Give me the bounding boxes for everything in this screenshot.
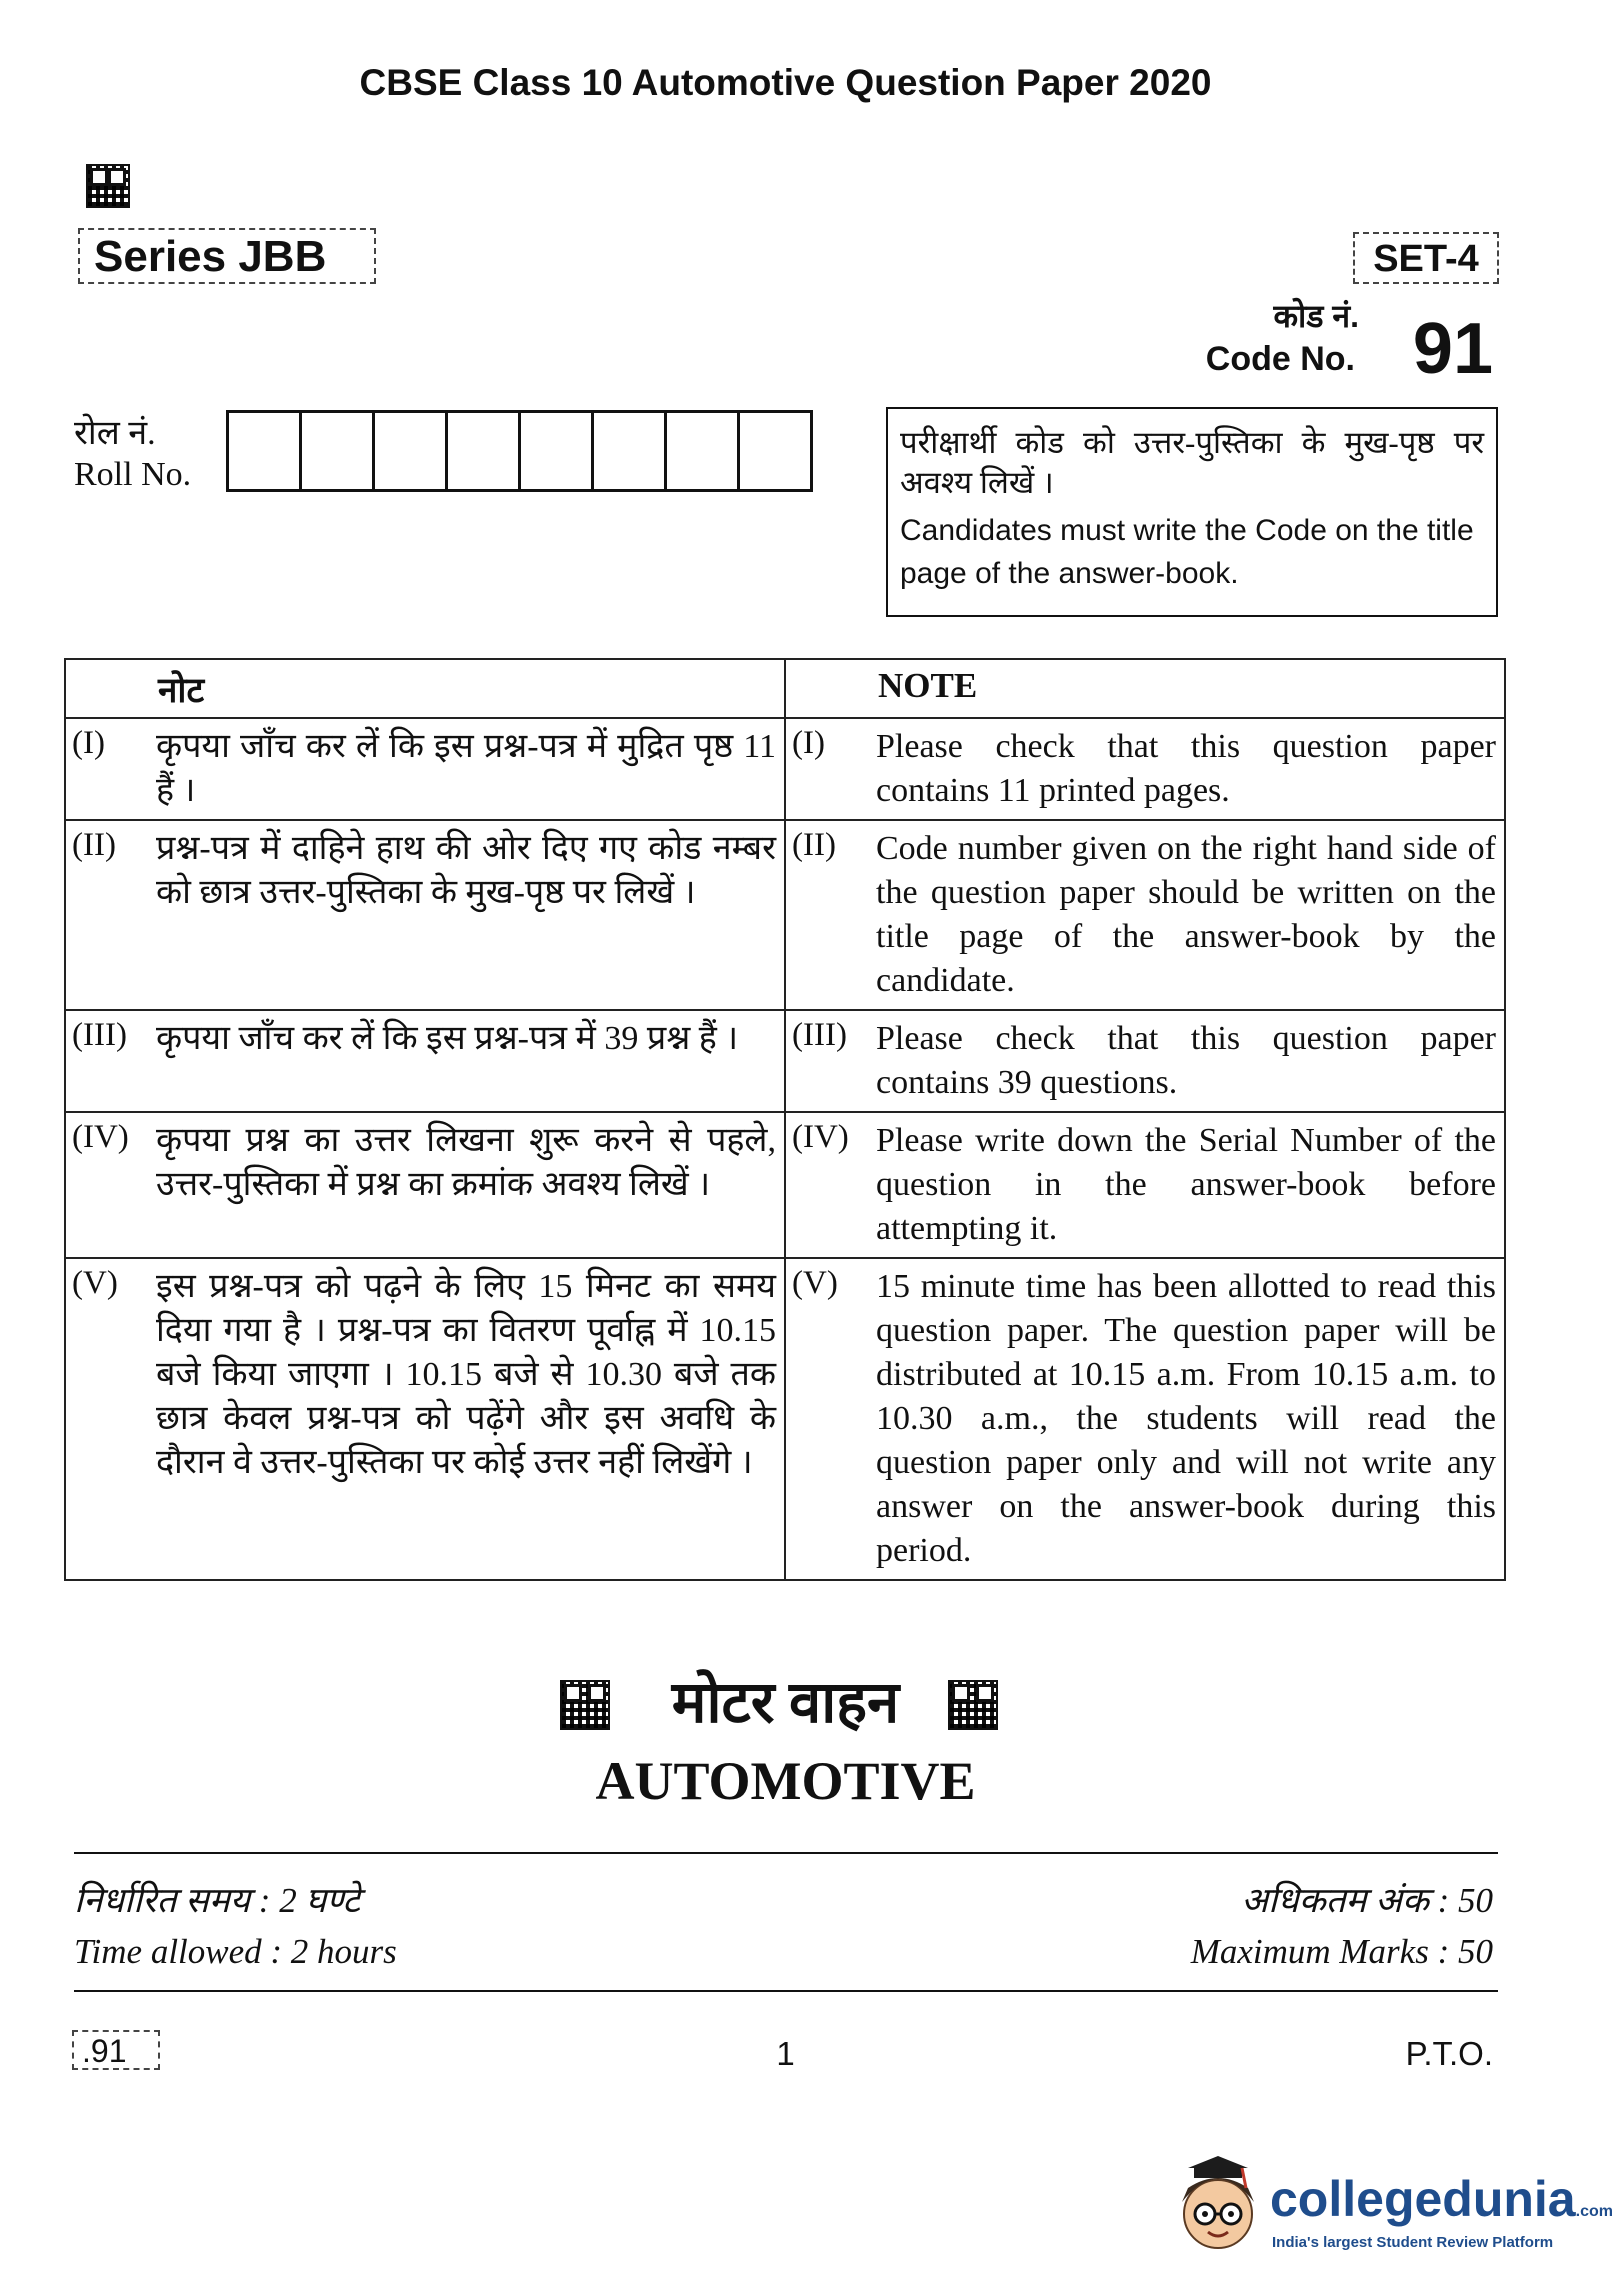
note-text-hindi: कृपया जाँच कर लें कि इस प्रश्न-पत्र में 39 प्रश्न हैं । bbox=[156, 1020, 739, 1057]
note-row bbox=[65, 718, 1505, 820]
note-row bbox=[65, 820, 1505, 1010]
note-text-english: Please check that this question paper contains 39 questions. bbox=[876, 1020, 1496, 1101]
note-row bbox=[65, 1258, 1505, 1580]
roll-digit-box[interactable] bbox=[667, 413, 740, 489]
series-label: Series JBB bbox=[78, 228, 376, 284]
time-allowed-hindi: निर्धारित समय : 2 घण्टे bbox=[74, 1881, 361, 1920]
note-number: (IV) bbox=[72, 1119, 129, 1155]
divider bbox=[74, 1852, 1498, 1854]
roll-digit-box[interactable] bbox=[740, 413, 810, 489]
roll-label-hindi: रोल नं. bbox=[74, 415, 156, 452]
note-number: (III) bbox=[792, 1017, 847, 1053]
set-label: SET-4 bbox=[1353, 232, 1499, 284]
candidate-note-english: Candidates must write the Code on the title page of the answer-book. bbox=[900, 514, 1474, 590]
code-number: 91 bbox=[1412, 309, 1493, 389]
max-marks-hindi: अधिकतम अंक : 50 bbox=[1241, 1881, 1493, 1920]
time-allowed-english: Time allowed : 2 hours bbox=[74, 1932, 397, 1971]
brand-suffix: .com bbox=[1575, 2203, 1613, 2220]
brand-tagline: India's largest Student Review Platform bbox=[1272, 2234, 1554, 2251]
roll-digit-box[interactable] bbox=[375, 413, 448, 489]
note-text-english: Code number given on the right hand side of the question paper should be written on the title page of the answer-book by the candidate. bbox=[876, 830, 1496, 999]
max-marks-english: Maximum Marks : 50 bbox=[1190, 1932, 1493, 1971]
note-number: (III) bbox=[72, 1017, 127, 1053]
candidate-note-hindi: परीक्षार्थी कोड को उत्तर-पुस्तिका के मुख-पृष्ठ पर अवश्य लिखें । bbox=[900, 425, 1484, 500]
roll-digit-box[interactable] bbox=[521, 413, 594, 489]
note-text-hindi: कृपया जाँच कर लें कि इस प्रश्न-पत्र में मुद्रित पृष्ठ 11 हैं । bbox=[156, 728, 776, 809]
roll-label-english: Roll No. bbox=[74, 456, 192, 493]
note-number: (II) bbox=[792, 827, 836, 863]
code-label-hindi: कोड नं. bbox=[1273, 298, 1359, 334]
note-number: (II) bbox=[72, 827, 116, 863]
note-text-english: 15 minute time has been allotted to read this question paper. The question paper will be distributed at 10.15 a.m. From 10.15 a.m. to 10.30 a.m., the students will read the question paper only and will not write any answer on the answer-book during this period. bbox=[876, 1268, 1496, 1569]
notes-header-row bbox=[65, 659, 1505, 718]
notes-table bbox=[64, 658, 1506, 1581]
roll-number-boxes[interactable] bbox=[226, 410, 813, 492]
page-number: 1 bbox=[776, 2035, 795, 2072]
roll-digit-box[interactable] bbox=[448, 413, 521, 489]
note-row bbox=[65, 1112, 1505, 1258]
notes-header-hindi: नोट bbox=[158, 671, 205, 710]
note-row bbox=[65, 1010, 1505, 1112]
brand-name: collegedunia.com bbox=[1270, 2171, 1613, 2227]
note-text-hindi: कृपया प्रश्न का उत्तर लिखना शुरू करने से पहले, उत्तर-पुस्तिका में प्रश्न का क्रमांक अवश्य लिखें । bbox=[156, 1122, 776, 1203]
mascot-logo-icon bbox=[1168, 2148, 1268, 2272]
note-number: (V) bbox=[72, 1265, 118, 1301]
code-label-english: Code No. bbox=[1205, 340, 1355, 378]
page-title: CBSE Class 10 Automotive Question Paper 2020 bbox=[359, 62, 1212, 103]
roll-digit-box[interactable] bbox=[229, 413, 302, 489]
candidate-instruction-box bbox=[886, 407, 1498, 617]
roll-digit-box[interactable] bbox=[302, 413, 375, 489]
subject-title-english: AUTOMOTIVE bbox=[595, 1751, 976, 1811]
note-number: (V) bbox=[792, 1265, 838, 1301]
qr-code-icon bbox=[86, 164, 130, 208]
note-text-hindi: प्रश्न-पत्र में दाहिने हाथ की ओर दिए गए कोड नम्बर को छात्र उत्तर-पुस्तिका के मुख-पृष्ठ पर लिखें । bbox=[156, 830, 776, 911]
notes-header-english: NOTE bbox=[878, 666, 978, 705]
subject-title-hindi: मोटर वाहन bbox=[671, 1670, 900, 1735]
pto-label: P.T.O. bbox=[1405, 2035, 1493, 2072]
note-text-hindi: इस प्रश्न-पत्र को पढ़ने के लिए 15 मिनट का समय दिया गया है । प्रश्न-पत्र का वितरण पूर्वाह्न में 10.15 बजे किया जाएगा । 10.15 बजे से 10.30 बजे तक छात्र केवल प्रश्न-पत्र को पढ़ेंगे और इस अवधि के दौरान वे उत्तर-पुस्तिका पर कोई उत्तर नहीं लिखेंगे । bbox=[156, 1268, 776, 1481]
note-number: (IV) bbox=[792, 1119, 849, 1155]
footer-code: .91 bbox=[72, 2030, 160, 2070]
note-text-english: Please write down the Serial Number of the question in the answer-book before attempting it. bbox=[876, 1122, 1496, 1247]
note-number: (I) bbox=[72, 725, 105, 761]
divider bbox=[74, 1990, 1498, 1992]
roll-digit-box[interactable] bbox=[594, 413, 667, 489]
note-number: (I) bbox=[792, 725, 825, 761]
note-text-english: Please check that this question paper contains 11 printed pages. bbox=[876, 728, 1496, 809]
